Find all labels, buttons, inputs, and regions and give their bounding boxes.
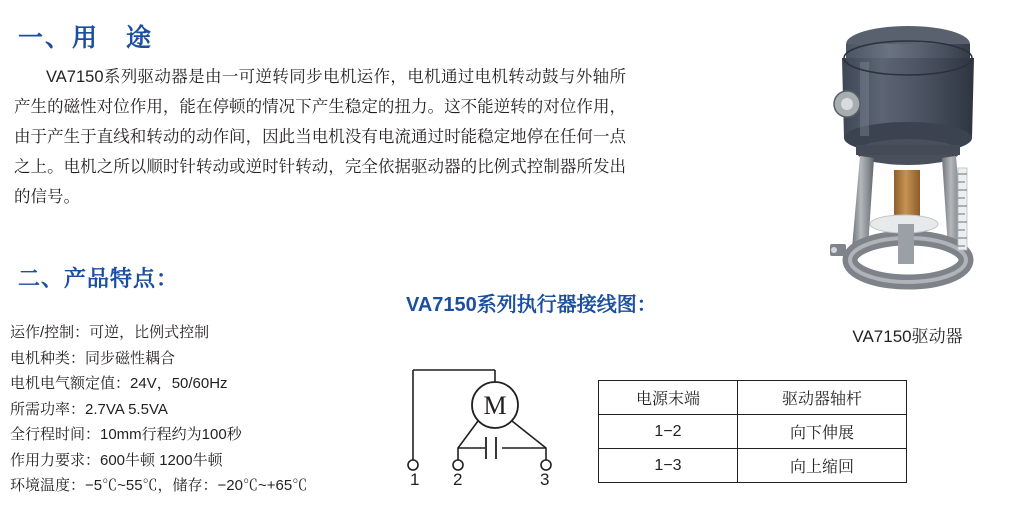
table-cell: 1−2 xyxy=(599,415,738,449)
spec-list xyxy=(10,320,410,499)
terminal-label-2: 2 xyxy=(453,470,463,489)
wiring-terminal-labels xyxy=(400,470,590,500)
spec-item: 全行程时间：10mm行程约为100秒 xyxy=(10,426,242,443)
table-cell: 向上缩回 xyxy=(738,449,907,483)
spec-item: 电机电气额定值：24V，50/60Hz xyxy=(10,375,228,392)
section1-body: VA7150系列驱动器是由一可逆转同步电机运作，电机通过电机转动鼓与外轴所产生的磁性对位作用，能在停顿的情况下产生稳定的扭力。这不能逆转的对位作用，由于产生于直线和转动的动作间，因此当电机没有电流通过时能稳定地停在任何一点之上。电机之所以顺时针转动或逆时针转动，完全依据驱动器的比例式控制器所发出的信号。 xyxy=(14,68,626,206)
table-row xyxy=(599,415,907,449)
table-cell: 1−3 xyxy=(599,449,738,483)
spec-item: 运作/控制：可逆，比例式控制 xyxy=(10,324,210,341)
spec-item: 环境温度：−5℃~55℃，储存：−20℃~+65℃ xyxy=(10,477,308,494)
terminal-label-3: 3 xyxy=(540,470,550,489)
table-header-row xyxy=(599,381,907,415)
table-header-cell: 电源末端 xyxy=(599,381,738,415)
section1-title: 一、用 途 xyxy=(18,24,154,52)
table-header-cell: 驱动器轴杆 xyxy=(738,381,907,415)
actuator-illustration-svg xyxy=(790,12,1025,312)
product-caption: VA7150驱动器 xyxy=(852,327,963,346)
spec-item: 电机种类：同步磁性耦合 xyxy=(10,349,176,367)
table-cell: 向下伸展 xyxy=(738,415,907,449)
section2-title: 二、产品特点： xyxy=(18,266,180,291)
table-row xyxy=(599,449,907,483)
spec-item: 所需功率：2.7VA 5.5VA xyxy=(10,400,168,418)
motor-label: M xyxy=(483,391,507,420)
terminal-label-1: 1 xyxy=(410,470,420,489)
spec-item: 作用力要求：600牛顿 1200牛顿 xyxy=(10,451,223,469)
product-image xyxy=(790,12,1025,312)
terminal-function-table xyxy=(598,380,907,483)
wiring-diagram-title: VA7150系列执行器接线图： xyxy=(406,294,657,316)
